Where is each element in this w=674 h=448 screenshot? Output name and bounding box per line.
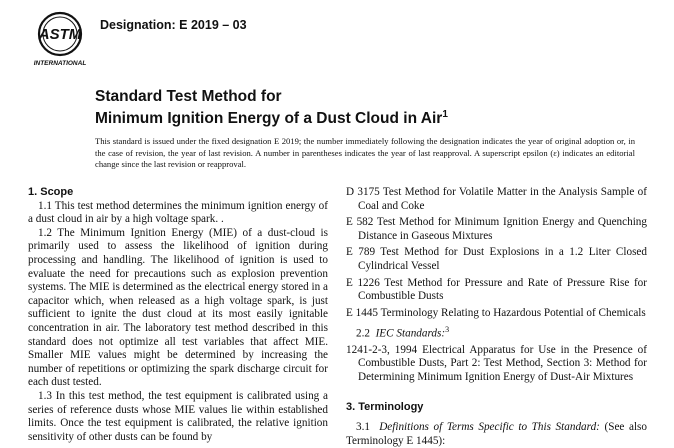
right-column	[346, 186, 647, 448]
title-footnote-mark: 1	[442, 109, 448, 120]
scope-heading: 1. Scope	[28, 186, 74, 198]
svg-text:ASTM: ASTM	[38, 26, 82, 43]
left-column	[28, 186, 328, 444]
document-title	[95, 88, 448, 128]
svg-text:INTERNATIONAL: INTERNATIONAL	[33, 60, 87, 67]
iec-standards-heading: 2.2 IEC Standards:$^3$	[356, 325, 450, 341]
astm-logo	[30, 8, 90, 68]
reference-e789: E 789 Test Method for Dust Explosions in a 1.2 Liter Closed Cylindrical Vessel	[346, 246, 647, 272]
issuance-notice: This standard is issued under the fixed designation E 2019; the number immediately following the designation indicates the year of original adoption or, in the case of revision, the year of last revision. A number in parentheses indicates the year of last reapproval. A superscript epsilon (ε) indicates an editorial change since the last revision or reapproval.	[95, 136, 635, 169]
title-line-1: Standard Test Method for	[95, 88, 282, 105]
terminology-paragraph-3-1: 3.1 Definitions of Terms Specific to This Standard: (See also Terminology E 1445):	[346, 421, 647, 447]
terminology-heading: 3. Terminology	[346, 401, 424, 414]
scope-paragraph-1-1: 1.1 This test method determines the minimum ignition energy of a dust cloud in air by a high voltage spark. .	[28, 199, 328, 226]
scope-paragraph-1-2: 1.2 The Minimum Ignition Energy (MIE) of a dust-cloud is primarily used to assess the likelihood of ignition during processing and handling. The likelihood of ignition is used to evaluate the need for precautions such as explosion prevention systems. The MIE is determined as the electrical energy stored in a capacitor which, when released as a high voltage spark, is just sufficient to ignite the dust cloud at its most easily ignitable concentration in air. The laboratory test method described in this standard does not optimize all test variables that affect MIE. Smaller MIE values might be determined by increasing the number of repetitions or optimizing the spark discharge circuit for each dust tested.	[28, 226, 328, 389]
reference-d3175: D 3175 Test Method for Volatile Matter in the Analysis Sample of Coal and Coke	[346, 186, 647, 212]
reference-e1445: E 1445 Terminology Relating to Hazardous Potential of Chemicals	[346, 306, 646, 319]
designation: Designation: E 2019 – 03	[100, 18, 247, 32]
reference-e582: E 582 Test Method for Minimum Ignition Energy and Quenching Distance in Gaseous Mixtures	[346, 216, 647, 242]
title-line-2: Minimum Ignition Energy of a Dust Cloud in Air$^1$	[95, 109, 448, 128]
reference-e1226: E 1226 Test Method for Pressure and Rate of Pressure Rise for Combustible Dusts	[346, 276, 647, 303]
scope-paragraph-1-3: 1.3 In this test method, the test equipment is calibrated using a series of reference dusts whose MIE values lie within established limits. Once the test equipment is calibrated, the relative ignition sensitivity of other dusts can be found by	[28, 389, 328, 443]
reference-iec-1241: 1241-2-3, 1994 Electrical Apparatus for Use in the Presence of Combustible Dusts, Part 2: Test Method, Section 3: Method for Determining Minimum Ignition Energy of Dust-Air Mixtures	[346, 343, 647, 383]
